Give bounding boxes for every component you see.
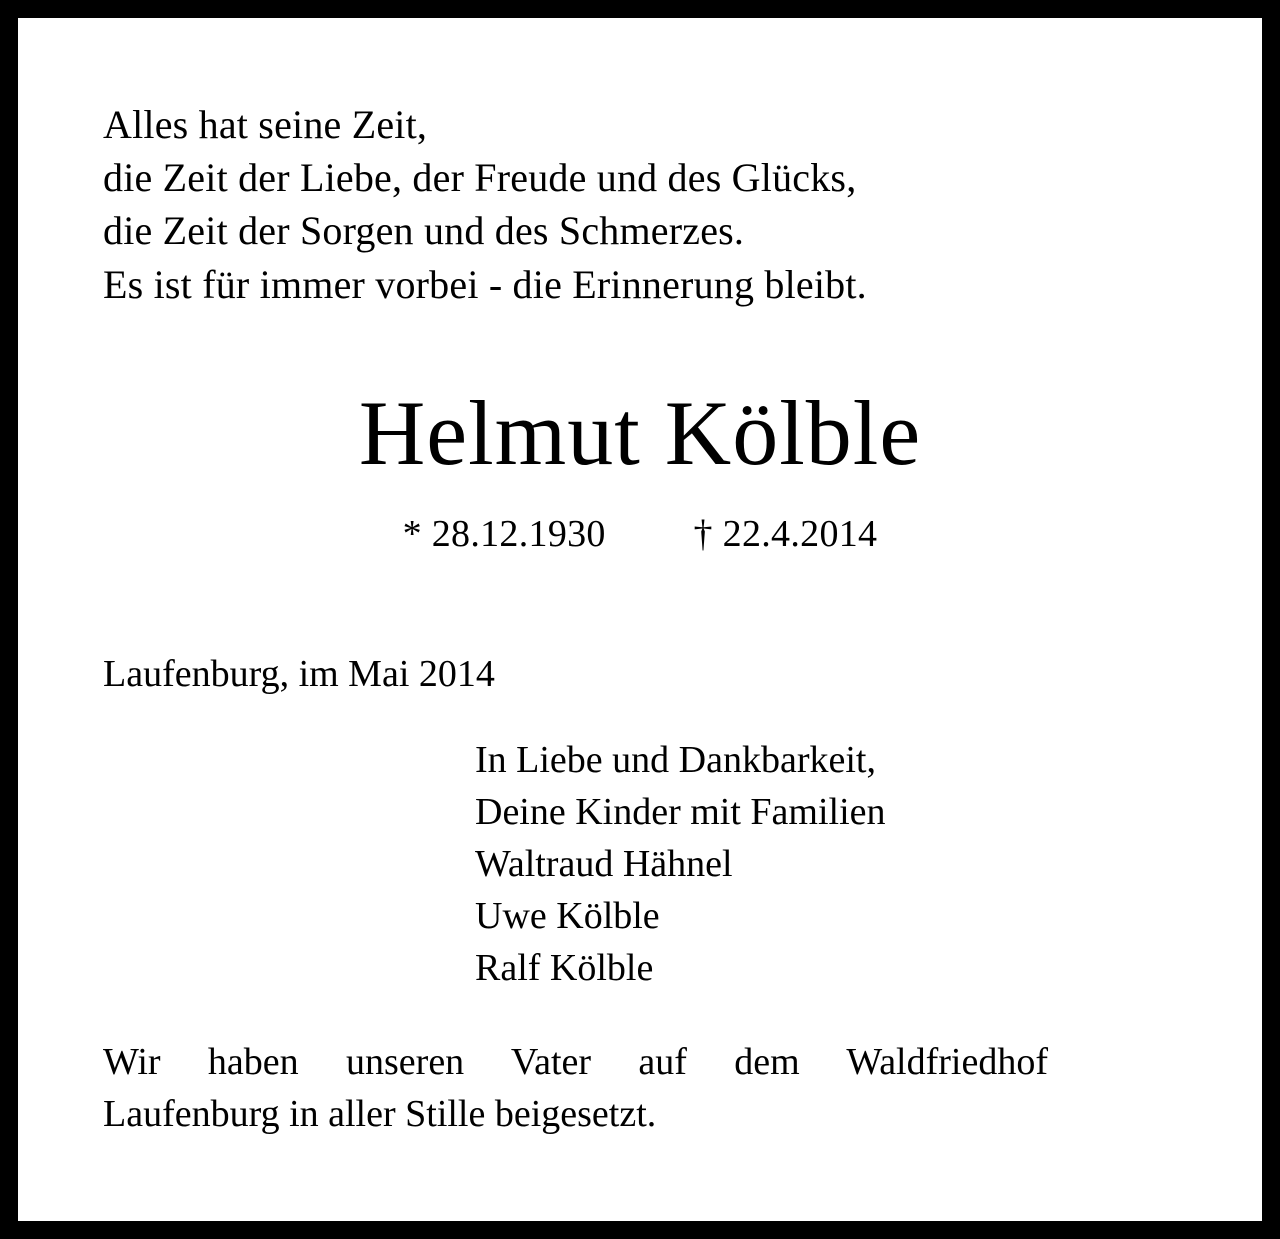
deceased-name: Helmut Kölble [358, 381, 922, 484]
death-date: † 22.4.2014 [693, 512, 878, 555]
family-member-1: Waltraud Hähnel [475, 843, 733, 886]
closing-line-2: Laufenburg in aller Stille beigesetzt. [103, 1093, 657, 1136]
closing-block [103, 1036, 1048, 1140]
family-block [103, 734, 1177, 994]
family-line-1: In Liebe und Dankbarkeit, [475, 738, 876, 781]
verse-line-1: Alles hat seine Zeit, [103, 102, 428, 147]
family-member-2: Uwe Kölble [475, 895, 660, 938]
verse-line-3: die Zeit der Sorgen und des Schmerzes. [103, 208, 745, 254]
place-and-date: Laufenburg, im Mai 2014 [103, 652, 495, 695]
verse-block [103, 98, 1177, 311]
family-member-3: Ralf Kölble [475, 947, 654, 990]
verse-line-2: die Zeit der Liebe, der Freude und des Glücks, [103, 155, 857, 201]
life-dates [103, 512, 1177, 556]
birth-date: * 28.12.1930 [402, 512, 606, 555]
closing-line-1: Wir haben unseren Vater auf dem Waldfriedhof [103, 1041, 1048, 1084]
verse-line-4: Es ist für immer vorbei - die Erinnerung bleibt. [103, 261, 867, 307]
family-line-2: Deine Kinder mit Familien [475, 790, 886, 833]
